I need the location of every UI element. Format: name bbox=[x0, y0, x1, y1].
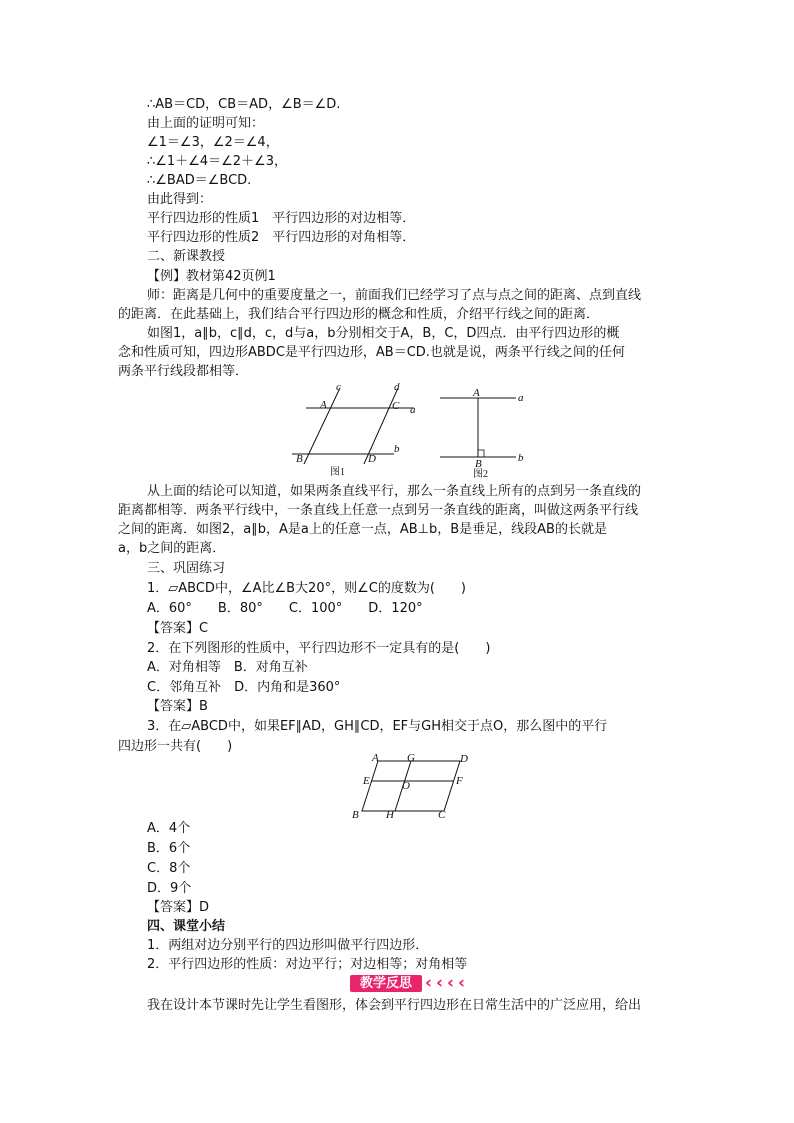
label-b: b bbox=[394, 443, 400, 455]
answer-2: 【答案】B bbox=[147, 699, 208, 714]
option: D．9个 bbox=[147, 881, 192, 896]
chevron-left-icon: ‹ bbox=[436, 973, 444, 993]
question-1-options: A．60° B．80° C．100° D．120° bbox=[147, 601, 423, 616]
text-line: 念和性质可知，四边形ABDC是平行四边形，AB＝CD.也就是说，两条平行线之间的任何 bbox=[118, 345, 625, 360]
label-A: A bbox=[372, 752, 379, 764]
label-d: d bbox=[394, 381, 400, 393]
question-2: 2．在下列图形的性质中，平行四边形不一定具有的是( ) bbox=[147, 641, 491, 656]
label-c: c bbox=[336, 381, 341, 393]
option: C．8个 bbox=[147, 861, 191, 876]
text-line: ∴AB＝CD，CB＝AD，∠B＝∠D. bbox=[147, 97, 341, 112]
text-line: ∴∠BAD＝∠BCD. bbox=[147, 173, 252, 188]
label-B: B bbox=[352, 809, 359, 821]
chevron-left-icon: ‹ bbox=[425, 973, 433, 993]
answer-3: 【答案】D bbox=[147, 900, 210, 915]
text-line: 两条平行线段都相等． bbox=[118, 364, 249, 379]
question-2-options: A．对角相等 B．对角互补 bbox=[147, 660, 308, 675]
reflection-text: 我在设计本节课时先让学生看图形，体会到平行四边形在日常生活中的广泛应用，给出 bbox=[147, 998, 642, 1013]
text-line: 之间的距离．如图2，a∥b，A是a上的任意一点，AB⊥b，B是垂足，线段AB的长就是 bbox=[118, 522, 607, 537]
figure-2-caption: 图2 bbox=[473, 469, 488, 480]
label-D: D bbox=[460, 753, 468, 765]
figure-1-caption: 图1 bbox=[330, 467, 345, 478]
chevron-left-icon: ‹ bbox=[447, 973, 455, 993]
label-A: A bbox=[320, 399, 327, 411]
label-C: C bbox=[392, 400, 400, 412]
figure-2 bbox=[436, 385, 536, 481]
text-line: 距离都相等．两条平行线中，一条直线上任意一点到另一条直线的距离，叫做这两条平行线 bbox=[118, 503, 639, 518]
figure-3 bbox=[346, 750, 476, 822]
text-line: 从上面的结论可以知道，如果两条直线平行，那么一条直线上所有的点到另一条直线的 bbox=[147, 484, 642, 499]
question-3: 四边形一共有( ) bbox=[118, 739, 233, 754]
label-b: b bbox=[518, 452, 524, 464]
chevron-left-icon: ‹ bbox=[458, 973, 466, 993]
reflection-banner: 教学反思 bbox=[350, 975, 422, 992]
label-B: B bbox=[296, 453, 303, 465]
question-2-options: C．邻角互补 D．内角和是360° bbox=[147, 680, 341, 695]
text-line: ∠1＝∠3，∠2＝∠4， bbox=[147, 135, 279, 150]
section-heading: 二、新课教授 bbox=[147, 249, 226, 264]
label-D: D bbox=[368, 453, 376, 465]
text-line: 由上面的证明可知： bbox=[147, 116, 265, 131]
label-a: a bbox=[518, 392, 524, 404]
right-angle-mark bbox=[478, 450, 484, 457]
option: B．6个 bbox=[147, 841, 191, 856]
text-line: ∴∠1＋∠4＝∠2＋∠3， bbox=[147, 154, 287, 169]
summary-2: 2．平行四边形的性质：对边平行；对边相等；对角相等 bbox=[147, 957, 468, 972]
label-G: G bbox=[407, 752, 415, 764]
example-heading: 【例】教材第42页例1 bbox=[147, 269, 276, 284]
text-line: 的距离．在此基础上，我们结合平行四边形的概念和性质，介绍平行线之间的距离． bbox=[118, 307, 600, 322]
text-line: a，b之间的距离． bbox=[118, 541, 226, 556]
text-line: 由此得到： bbox=[147, 192, 213, 207]
property-2: 平行四边形的性质2 平行四边形的对角相等． bbox=[147, 230, 416, 245]
question-3: 3．在▱ABCD中，如果EF∥AD，GH∥CD，EF与GH相交于点O，那么图中的平行 bbox=[147, 719, 608, 734]
label-O: O bbox=[402, 780, 410, 792]
text-line: 师：距离是几何中的重要度量之一，前面我们已经学习了点与点之间的距离、点到直线 bbox=[147, 288, 642, 303]
label-B: B bbox=[475, 458, 482, 470]
option: A．4个 bbox=[147, 821, 191, 836]
section-heading: 四、课堂小结 bbox=[147, 919, 226, 934]
label-E: E bbox=[363, 775, 370, 787]
answer-1: 【答案】C bbox=[147, 621, 209, 636]
label-H: H bbox=[386, 809, 394, 821]
label-A: A bbox=[473, 387, 480, 399]
label-F: F bbox=[456, 775, 463, 787]
label-C: C bbox=[438, 809, 446, 821]
property-1: 平行四边形的性质1 平行四边形的对边相等． bbox=[147, 211, 416, 226]
summary-1: 1．两组对边分别平行的四边形叫做平行四边形． bbox=[147, 938, 429, 953]
section-heading: 三、巩固练习 bbox=[147, 561, 226, 576]
text-line: 如图1，a∥b，c∥d，c，d与a，b分别相交于A，B，C，D四点．由平行四边形的概 bbox=[147, 326, 620, 341]
parallelogram-ABCD bbox=[362, 761, 460, 811]
question-1: 1．▱ABCD中，∠A比∠B大20°，则∠C的度数为( ) bbox=[147, 581, 466, 596]
label-a: a bbox=[410, 404, 416, 416]
figure-1 bbox=[286, 380, 426, 480]
